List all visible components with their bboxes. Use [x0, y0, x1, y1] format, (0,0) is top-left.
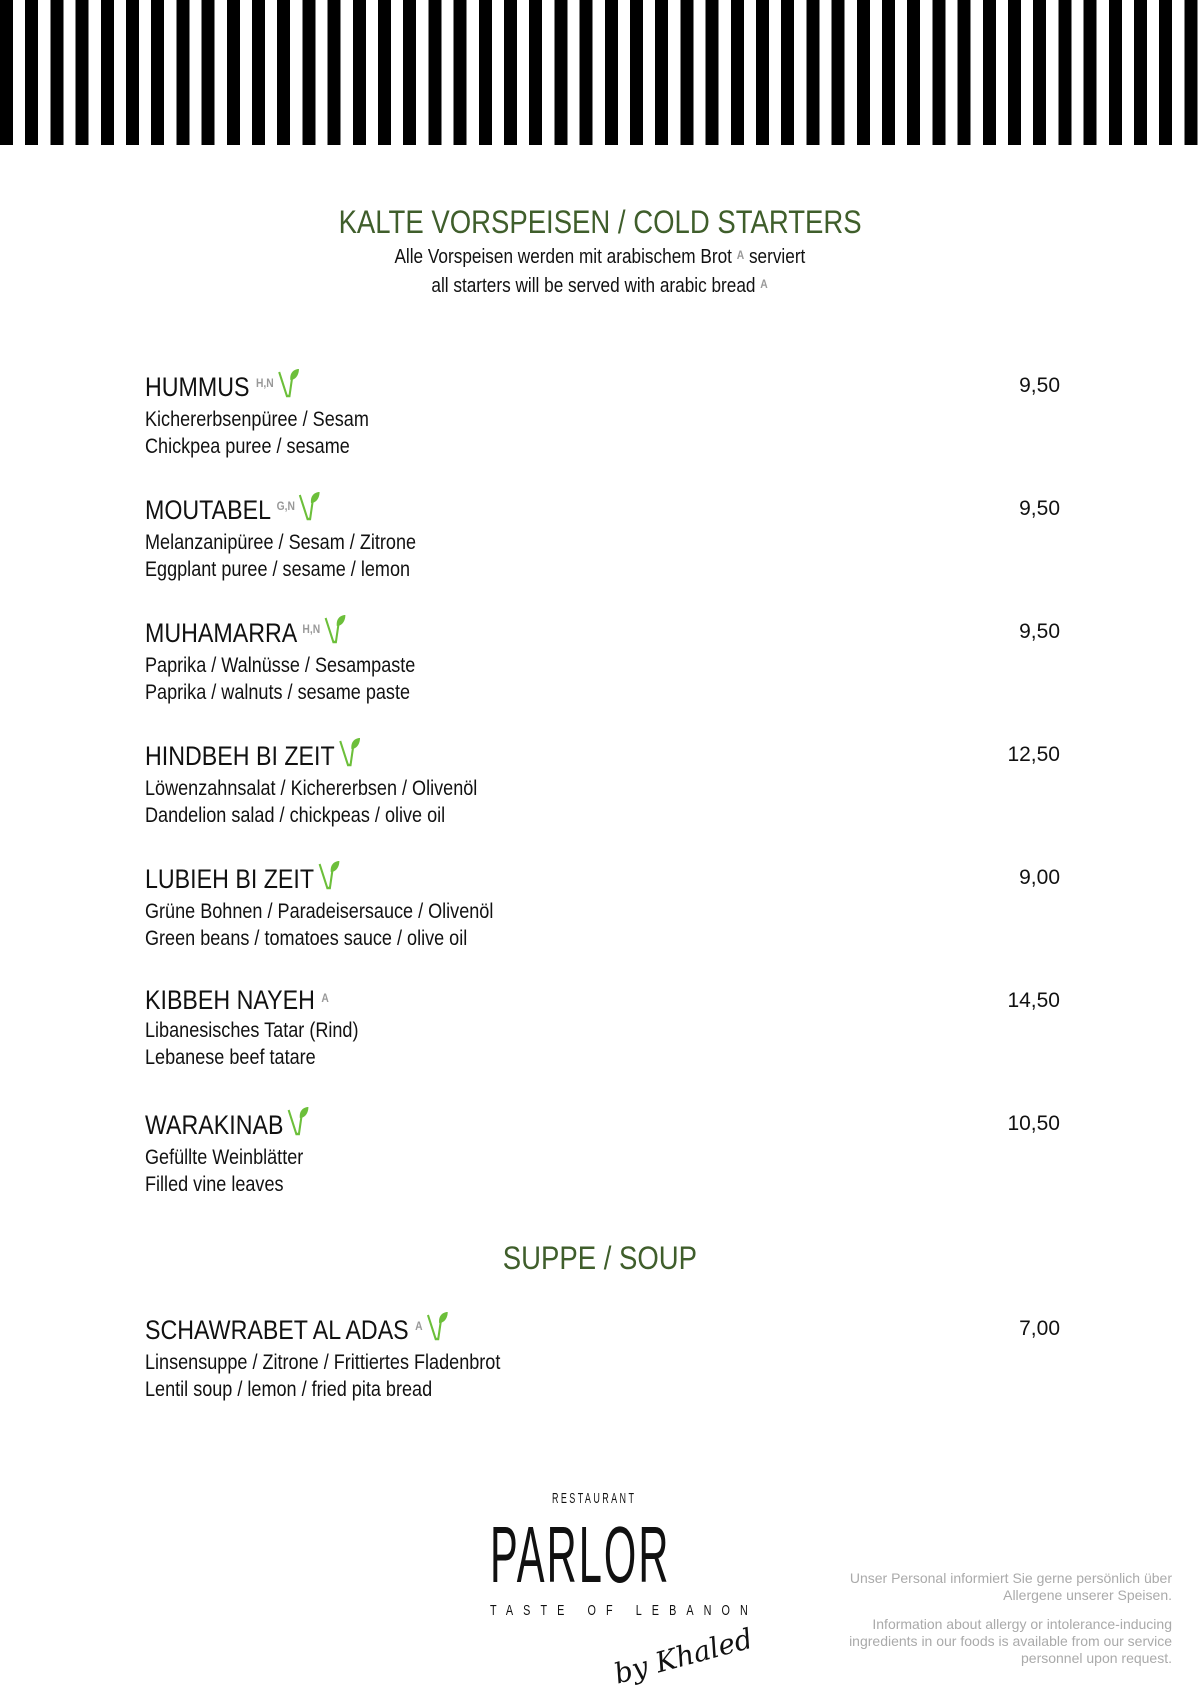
vegan-leaf-icon — [426, 1311, 448, 1349]
vegan-leaf-icon — [338, 737, 360, 775]
allergy-info — [832, 1570, 1172, 1679]
menu-item — [145, 983, 1060, 1071]
allergy-info-de: Unser Personal informiert Sie gerne persönlich über Allergene unserer Speisen. — [849, 1570, 1172, 1603]
item-description-en: Lebanese beef tatare — [145, 1046, 316, 1069]
item-price: 7,00 — [1019, 1317, 1060, 1340]
allergen-codes: A — [321, 991, 329, 1005]
striped-header-decoration — [0, 0, 1200, 145]
item-description-de: Löwenzahnsalat / Kichererbsen / Olivenöl — [145, 777, 478, 800]
logo-tagline: TASTE OF LEBANON — [490, 1602, 758, 1619]
vegan-leaf-icon — [287, 1106, 309, 1144]
menu-item — [145, 491, 1060, 583]
vegan-leaf-icon — [277, 368, 299, 406]
item-name: HINDBEH BI ZEIT — [145, 741, 335, 771]
item-description-en: Dandelion salad / chickpeas / olive oil — [145, 804, 446, 827]
item-description-en: Lentil soup / lemon / fried pita bread — [145, 1378, 433, 1401]
item-description-en: Eggplant puree / sesame / lemon — [145, 558, 411, 581]
allergen-codes: H,N — [302, 622, 321, 636]
soup-title: SUPPE / SOUP — [502, 1240, 698, 1276]
item-name: MOUTABEL — [145, 495, 271, 525]
item-name: HUMMUS — [145, 372, 250, 402]
item-name: KIBBEH NAYEH — [145, 985, 315, 1015]
allergen-codes: G,N — [276, 499, 295, 513]
vegan-leaf-icon — [298, 491, 320, 529]
vegan-leaf-icon — [317, 860, 339, 898]
item-description-de: Gefüllte Weinblätter — [145, 1146, 304, 1169]
item-price: 10,50 — [1007, 1112, 1060, 1135]
item-name: SCHAWRABET AL ADAS — [145, 1315, 409, 1345]
item-price: 9,50 — [1019, 620, 1060, 643]
item-price: 9,50 — [1019, 497, 1060, 520]
item-description-de: Libanesisches Tatar (Rind) — [145, 1019, 359, 1042]
item-name: WARAKINAB — [145, 1110, 284, 1140]
item-price: 14,50 — [1007, 989, 1060, 1012]
logo-parlor: PARLOR — [490, 1510, 671, 1599]
cold-starters-title: KALTE VORSPEISEN / COLD STARTERS — [338, 204, 862, 240]
item-description-de: Linsensuppe / Zitrone / Frittiertes Fladenbrot — [145, 1351, 501, 1374]
menu-item — [145, 737, 1060, 829]
allergen-codes: H,N — [255, 376, 274, 390]
item-price: 9,50 — [1019, 374, 1060, 397]
menu-item — [145, 860, 1060, 952]
item-description-de: Paprika / Walnüsse / Sesampaste — [145, 654, 416, 677]
vegan-leaf-icon — [324, 614, 346, 652]
item-description-de: Melanzanipüree / Sesam / Zitrone — [145, 531, 417, 554]
item-name: MUHAMARRA — [145, 618, 296, 648]
item-description-de: Grüne Bohnen / Paradeisersauce / Olivenöl — [145, 900, 494, 923]
allergy-info-en: Information about allergy or intolerance-inducing ingredients in our foods is available from our service personnel upon request. — [849, 1616, 1172, 1666]
bread-note-en: all starters will be served with arabic bread $^A$ — [431, 275, 769, 297]
item-description-en: Paprika / walnuts / sesame paste — [145, 681, 411, 704]
item-description-en: Green beans / tomatoes sauce / olive oil — [145, 927, 468, 950]
logo-signature: by Khaled — [610, 1621, 757, 1691]
menu-item — [145, 1311, 1060, 1403]
menu-item — [145, 614, 1060, 706]
item-description-en: Filled vine leaves — [145, 1173, 284, 1196]
logo-restaurant: RESTAURANT — [552, 1490, 637, 1507]
menu-item — [145, 368, 1060, 460]
item-description-de: Kichererbsenpüree / Sesam — [145, 408, 369, 431]
item-price: 12,50 — [1007, 743, 1060, 766]
bread-note-de: Alle Vorspeisen werden mit arabischem Brot $^A$ serviert — [394, 246, 806, 268]
item-description-en: Chickpea puree / sesame — [145, 435, 350, 458]
item-name: LUBIEH BI ZEIT — [145, 864, 315, 894]
menu-item — [145, 1106, 1060, 1198]
allergen-codes: A — [415, 1319, 423, 1333]
item-price: 9,00 — [1019, 866, 1060, 889]
